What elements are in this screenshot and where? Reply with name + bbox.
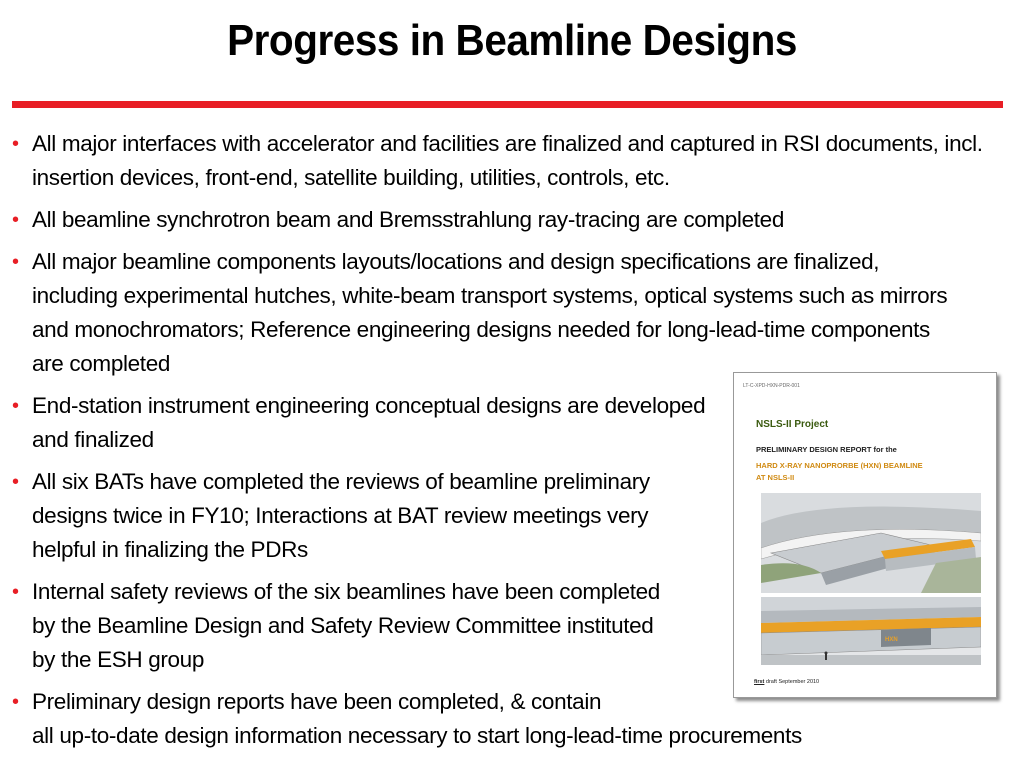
bullet-item [12, 575, 672, 677]
bullet-icon: • [12, 691, 19, 713]
ring-building-rendering [761, 493, 981, 593]
bullet-item [12, 245, 952, 381]
report-doc-id: LT-C-XPD-HXN-PDR-001 [743, 383, 800, 389]
bullet-text: End-station instrument engineering conceptual designs are developed and finalized [32, 393, 706, 452]
bullet-item [12, 389, 722, 457]
report-cover-thumbnail [733, 372, 997, 698]
building-sign: HXN [885, 637, 898, 643]
bullet-icon: • [12, 471, 19, 493]
report-draft-date [754, 679, 819, 685]
bullet-icon: • [12, 209, 19, 231]
slide-title: Progress in Beamline Designs [227, 16, 797, 65]
report-subtitle: PRELIMINARY DESIGN REPORT for the [756, 445, 897, 454]
bullet-text: Internal safety reviews of the six beamlines have been completed by the Beamline Design and Safety Review Committee instituted by the ESH group [32, 579, 660, 672]
report-beamline-name: HARD X-RAY NANOPRORBE (HXN) BEAMLINE [756, 461, 923, 470]
bullet-text: All major beamline components layouts/locations and design specifications are finalized, including experimental hutches, white-beam transport systems, optical systems such as mirrors and monochromators; Reference engineering designs needed for long-lead-time components are completed [32, 249, 948, 376]
bullet-text-line1: Preliminary design reports have been completed, & contain [32, 689, 602, 714]
bullet-item [12, 465, 672, 567]
bullet-text: All beamline synchrotron beam and Bremsstrahlung ray-tracing are completed [32, 207, 784, 232]
bullet-icon: • [12, 251, 19, 273]
report-project: NSLS-II Project [756, 419, 829, 430]
bullet-item [12, 203, 992, 237]
bullet-icon: • [12, 581, 19, 603]
draft-word: first [754, 679, 765, 685]
draft-rest: draft September 2010 [764, 679, 820, 685]
bullet-text: All major interfaces with accelerator and facilities are finalized and captured in RSI documents, incl. insertion devices, front-end, satellite building, utilities, controls, etc. [32, 131, 983, 190]
bullet-text-line2: all up-to-date design information necessary to start long-lead-time procurements [32, 723, 802, 748]
satellite-building-rendering [761, 597, 981, 665]
bullet-icon: • [12, 395, 19, 417]
title-underline [12, 101, 1003, 108]
bullet-text: All six BATs have completed the reviews of beamline preliminary designs twice in FY10; Interactions at BAT review meetings very helpful in finalizing the PDRs [32, 469, 650, 562]
bullet-icon: • [12, 133, 19, 155]
bullet-item [12, 127, 992, 195]
report-beamline-location: AT NSLS-II [756, 473, 795, 482]
